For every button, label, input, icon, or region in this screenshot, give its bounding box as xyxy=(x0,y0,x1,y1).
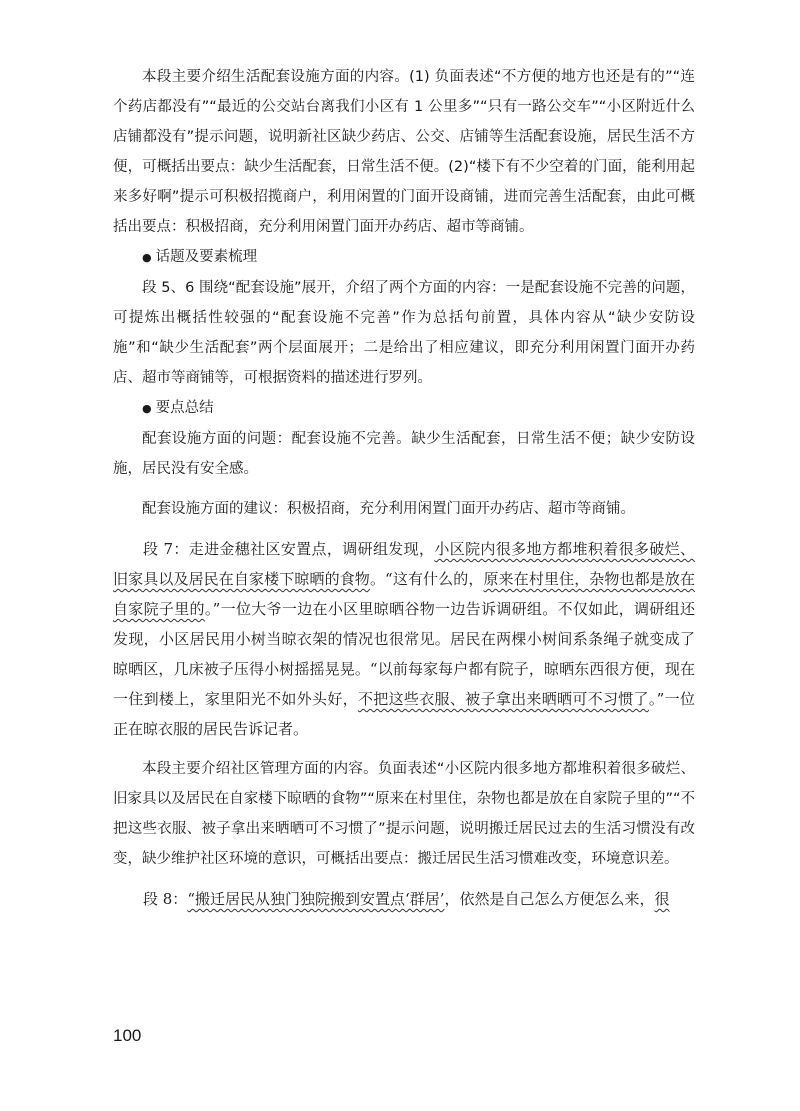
underlined-phrase: “搬迁居民从独门独院搬到安置点‘群居’ xyxy=(187,890,445,908)
quoted-material-section-8: 段 8：“搬迁居民从独门独院搬到安置点‘群居’，依然是自己怎么方便怎么来，很 xyxy=(143,890,670,908)
section-heading-summary: ● 要点总结 xyxy=(142,400,214,416)
paragraph-problems: 配套设施方面的问题：配套设施不完善。缺少生活配套，日常生活不便；缺少安防设施，居民没有安全感。 xyxy=(113,431,695,477)
bullet-icon: ● xyxy=(142,402,152,415)
paragraph-management-analysis: 本段主要介绍社区管理方面的内容。负面表述“小区院内很多地方都堆积着很多破烂、旧家具以及居民在自家楼下晾晒的食物”“原来在村里住，杂物也都是放在自家院子里的”“不把这些衣服、被子拿出来晒晒可不习惯了”提示问题，说明搬迁居民过去的生活习惯没有改变，缺少维护社区环境的意识，可概括出要点：搬迁居民生活习惯难改变，环境意识差。 xyxy=(113,761,695,867)
underlined-phrase: 很 xyxy=(654,890,670,908)
paragraph-facilities-analysis: 本段主要介绍生活配套设施方面的内容。(1) 负面表述“不方便的地方也还是有的”“连个药店都没有”“最近的公交站台离我们小区有 1 公里多”“只有一路公交车”“小区附近什么店铺都没有”提示问题，说明新社区缺少药店、公交、店铺等生活配套设施，居民生活不方便，可概括出要点：缺少生活配套，日常生活不便。(2)“楼下有不少空着的门面，能利用起来多好啊”提示可积极招揽商户，利用闲置的门面开设商铺，进而完善生活配套，由此可概括出要点：积极招商，充分利用闲置门面开办药店、超市等商铺。 xyxy=(113,69,695,235)
section-heading-topic: ● 话题及要素梳理 xyxy=(142,249,258,265)
page-number: 100 xyxy=(113,1026,142,1045)
page-body xyxy=(113,62,695,914)
underlined-phrase: 原来在村里住，杂物也都是放在自家院子里的 xyxy=(113,570,695,618)
quoted-material-section-7: 段 7：走进金穗社区安置点，调研组发现，小区院内很多地方都堆积着很多破烂、旧家具以及居民在自家楼下晾晒的食物。“这有什么的，原来在村里住，杂物也都是放在自家院子里的。”一位大爷一边在小区里晾晒谷物一边告诉调研组。不仅如此，调研组还发现，小区居民用小树当晾衣架的情况也很常见。居民在两棵小树间系条绳子就变成了晾晒区，几床被子压得小树摇摇晃晃。“以前每家每户都有院子，晾晒东西很方便，现在一住到楼上，家里阳光不如外头好，不把这些衣服、被子拿出来晒晒可不习惯了。”一位正在晾衣服的居民告诉记者。 xyxy=(113,540,695,738)
paragraph-topic-analysis: 段 5、6 围绕“配套设施”展开，介绍了两个方面的内容：一是配套设施不完善的问题，可提炼出概括性较强的“配套设施不完善”作为总括句前置，具体内容从“缺少安防设施”和“缺少生活配套”两个层面展开；二是给出了相应建议，即充分利用闲置门面开办药店、超市等商铺等，可根据资料的描述进行罗列。 xyxy=(113,280,695,386)
underlined-phrase: 小区院内很多地方都堆积着很多破烂、旧家具以及居民在自家楼下晾晒的食物 xyxy=(113,540,695,588)
bullet-icon: ● xyxy=(142,251,152,264)
paragraph-suggestions: 配套设施方面的建议：积极招商，充分利用闲置门面开办药店、超市等商铺。 xyxy=(142,501,635,517)
underlined-phrase: 不把这些衣服、被子拿出来晒晒可不习惯了 xyxy=(357,690,649,708)
